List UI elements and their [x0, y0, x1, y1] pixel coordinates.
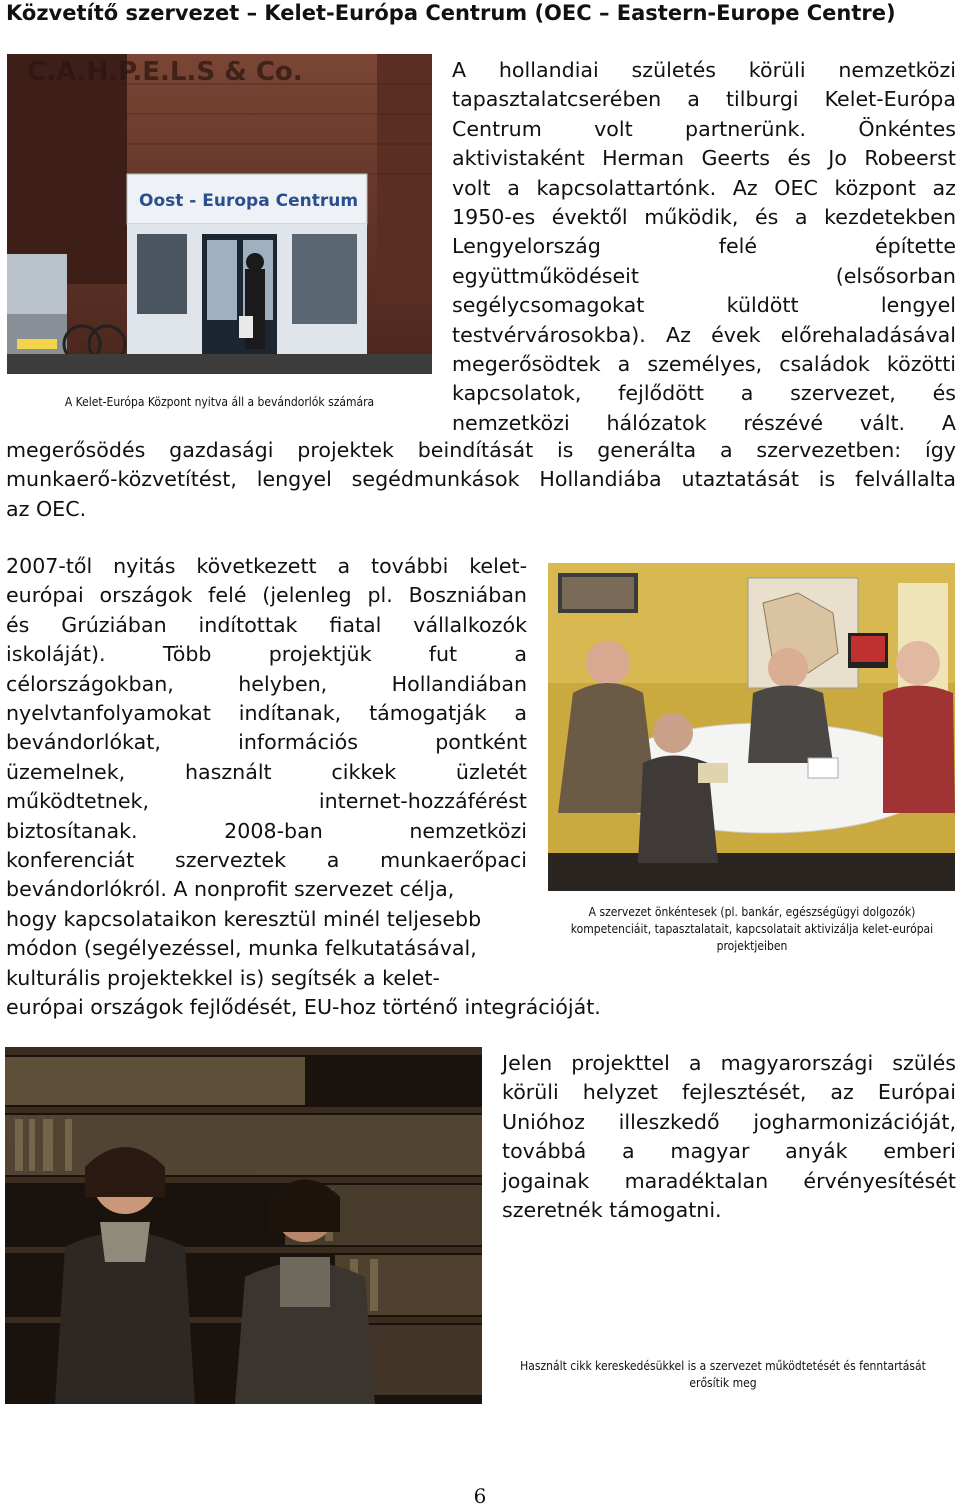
text-line: biztosítanak. 2008-ban nemzetközi	[6, 818, 527, 843]
text-line: módon (segélyezéssel, munka felkutatásával,	[6, 936, 477, 961]
text-line: munkaerő-közvetítést, lengyel segédmunkások Hollandiába utaztatását is felvállalta	[6, 467, 956, 492]
text-line: üzemelnek, használt cikkek üzletét	[6, 759, 527, 784]
text-line: kapcsolatok, fejlődött a szervezet, és	[452, 381, 956, 406]
text-line: kulturális projektekkel is) segítsék a kelet-	[6, 965, 440, 990]
oec-building-photo	[7, 54, 432, 374]
intro-paragraph-continued	[6, 436, 956, 524]
facade-lettering: C.A.H.P.E.L.S & Co.	[27, 57, 303, 87]
text-line: európai országok felé (jelenleg pl. Boszniában	[6, 583, 527, 608]
text-line: volt a kapcsolattartónk. Az OEC központ az	[452, 175, 956, 200]
text-line: együttműködéseit (elsősorban	[452, 263, 956, 288]
text-line: megerősödtek a személyes, családok közötti	[452, 352, 956, 377]
photo-caption: Használt cikk kereskedésükkel is a szervezet működtetését és fenntartását erősítik meg	[520, 1359, 926, 1390]
text-line: körüli helyzet fejlesztését, az Európai	[502, 1080, 956, 1105]
text-line: európai országok fejlődését, EU-hoz történő integrációját.	[6, 995, 601, 1020]
text-line: szeretnék támogatni.	[502, 1198, 722, 1223]
text-line: célországokban, helyben, Hollandiában	[6, 671, 527, 696]
text-line: segélycsomagokat küldött lengyel	[452, 293, 956, 318]
photo-caption: A szervezet önkéntesek (pl. bankár, egészségügyi dolgozók) kompetenciáit, tapasztalatait, kapcsolatait aktivizálja kelet-európai projektjeiben	[570, 905, 934, 953]
text-line: az OEC.	[6, 496, 87, 521]
text-line: konferenciát szerveztek a munkaerőpaci	[6, 848, 527, 873]
text-line: megerősödés gazdasági projektek beindítását is generálta a szervezetben: így	[6, 438, 956, 462]
second-hand-shop-photo	[5, 1047, 482, 1404]
text-line: bevándorlókról. A nonprofit szervezet célja,	[6, 877, 455, 902]
text-line: nemzetközi hálózatok részévé vált. A	[452, 410, 956, 435]
page-number: 6	[473, 1484, 487, 1508]
text-line: testvérvárosokba). Az évek előrehaladásával	[452, 322, 956, 347]
text-line: működtetnek, internet-hozzáférést	[6, 789, 527, 814]
text-line: bevándorlókat, információs pontként	[6, 730, 527, 755]
text-line: Centrum volt partnerünk. Önkéntes	[452, 116, 956, 141]
page-title: Közvetítő szervezet – Kelet-Európa Centrum (OEC – Eastern-Europe Centre)	[6, 1, 896, 25]
text-line: 1950-es évektől működik, és a kezdetekben	[452, 205, 956, 230]
expansion-paragraph	[6, 552, 601, 1023]
text-line: továbbá a magyar anyák emberi	[502, 1139, 956, 1164]
text-line: A hollandiai születés körüli nemzetközi	[452, 58, 956, 82]
text-line: iskoláját). Több projektjük fut a	[6, 642, 527, 667]
text-line: aktivistaként Herman Geerts és Jo Robeerst	[452, 146, 956, 171]
text-line: tapasztalatcserében a tilburgi Kelet-Európa	[452, 87, 956, 112]
text-line: jogainak maradéktalan érvényesítését	[502, 1168, 956, 1193]
project-aim-paragraph	[502, 1049, 956, 1225]
photo-caption: A Kelet-Európa Központ nyitva áll a bevándorlók számára	[64, 395, 375, 409]
meeting-photo	[548, 563, 955, 891]
oec-sign: Oost - Europa Centrum	[139, 191, 359, 211]
intro-paragraph	[452, 56, 956, 438]
text-line: Unióhoz illeszkedő jogharmonizációját,	[502, 1109, 956, 1134]
text-line: nyelvtanfolyamokat indítanak, támogatják a	[6, 701, 527, 726]
text-line: Jelen projekttel a magyarországi szülés	[502, 1051, 956, 1075]
text-line: hogy kapcsolataikon keresztül minél teljesebb	[6, 906, 482, 931]
text-line: Lengyelország felé építette	[452, 234, 956, 259]
text-line: 2007-től nyitás következett a további kelet-	[6, 554, 527, 578]
text-line: és Grúziában indítottak fiatal vállalkozók	[6, 612, 527, 637]
